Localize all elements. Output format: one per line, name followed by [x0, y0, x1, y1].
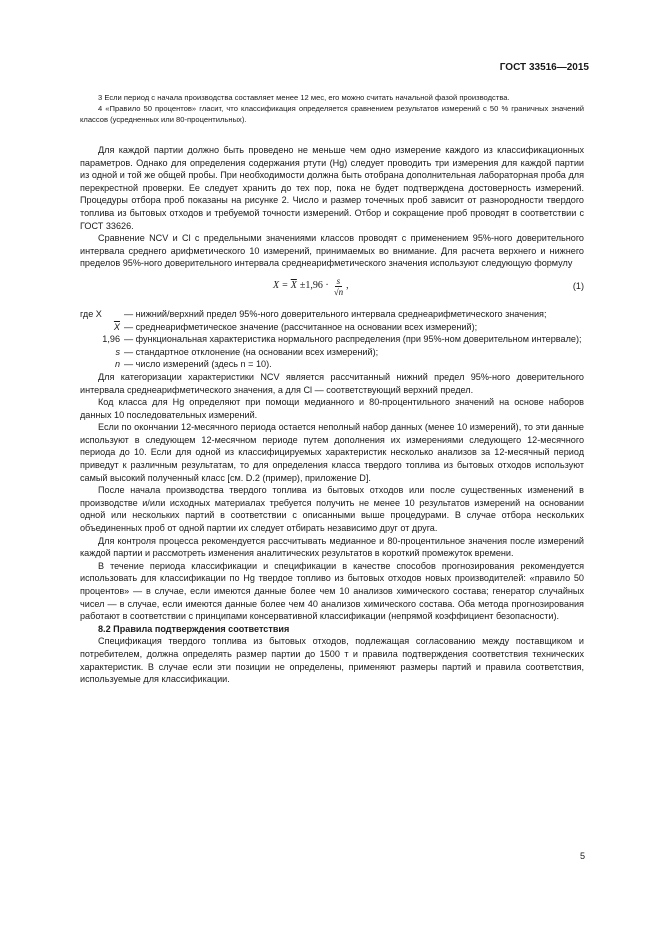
document-id-header: ГОСТ 33516—2015 [499, 62, 589, 73]
formula-denominator: √n [333, 286, 344, 297]
formula-numerator: s [336, 275, 341, 286]
definition-term: где X [80, 308, 102, 319]
main-text [80, 144, 584, 686]
formula-expression [273, 276, 349, 297]
definition-item [80, 346, 584, 359]
definition-desc: — функциональная характеристика нормального распределения (при 95%-ном доверительном интервале); [124, 334, 582, 345]
note-4: 4 «Правило 50 процентов» гласит, что классификация определяется сравнением результатов измерений с 50 % граничных значений классов (усредненных или 80-процентильных). [80, 104, 584, 124]
definition-desc: — число измерений (здесь n = 10). [124, 359, 272, 370]
definition-desc: — среднеарифметическое значение (рассчитанное на основании всех измерений); [124, 321, 478, 332]
paragraph: Для каждой партии должно быть проведено не меньше чем одно измерение каждого из классификационных параметров. Однако для определения содержания ртути (Hg) следует проводить три измерения для каждой партии из одной и той же общей пробы. При необходимости должна быть отобрана дополнительная лабораторная проба для перекрестной проверки. Ее следует хранить до тех пор, пока не будет подтверждена достоверность измерений. Процедуры отбора проб показаны на рисунке 2. Число и размер точечных проб зависит от разнородности твердого топлива из бытовых отходов и требуемой точности измерений. Отбор и сокращение проб проводят в соответствии с ГОСТ 33626. [80, 145, 584, 231]
formula-xbar: $\overline{X}$ [290, 280, 297, 292]
notes-block [80, 92, 584, 125]
formula-trail: , [346, 280, 349, 292]
definition-term: n [114, 359, 120, 370]
paragraph: Код класса для Hg определяют при помощи медианного и 80-процентильного значений на основе наборов данных 10 последовательных измерений. [80, 397, 584, 420]
paragraph: Сравнение NCV и Cl с предельными значениями классов проводят с применением 95%-ного доверительного интервала среднего арифметического 10 измерений, принимаемых во внимание. Для расчета верхнего и нижнего пределов 95%-ного доверительного интервала среднеарифметического значения используют следующую формулу [80, 233, 584, 269]
note-3: 3 Если период с начала производства составляет менее 12 мес, его можно считать начальной фазой производства. [98, 93, 510, 102]
definition-desc: — нижний/верхний предел 95%-ного доверительного интервала среднеарифметического значения; [124, 308, 547, 319]
definitions-list [80, 308, 584, 371]
formula-eq: = [282, 280, 288, 292]
definition-item [80, 358, 584, 371]
formula-lhs: X [273, 280, 280, 292]
definition-desc: — стандартное отклонение (на основании всех измерений); [124, 346, 379, 357]
definition-term: 1,96 [102, 334, 120, 345]
equation-number: (1) [572, 280, 584, 291]
paragraph: В течение периода классификации и спецификации в качестве способов прогнозирования рекомендуется использовать для классификации по Hg твердое топливо из бытовых отходов новых производителей: «правило 50 процентов» — в случае, если имеются данные более чем 10 анализов химического состава; генератор случайных чисел — в случае, если имеются данные более чем 40 анализов химического состава. Оба метода прогнозирования работают в соответствии с принципами консервативной классификации (непрямой коэффициент безопасности). [80, 560, 584, 622]
definition-term: s [115, 346, 120, 357]
definition-term: $\overline{X}$ [113, 321, 120, 332]
formula-fraction [334, 276, 343, 297]
definition-item [80, 333, 584, 346]
page-number: 5 [579, 851, 585, 861]
paragraph: Если по окончании 12-месячного периода остается неполный набор данных (менее 10 измерений), то эти данные используют в следующем 12-месячном периоде путем дополнения их измерениями следующего 12-месячного периода до 10. Если для одной из классифицируемых характеристик несколько анализов за 12-месячный период приведут к различным результатам, то для определения класса твердого топлива из бытовых отходов используют самый высокий полученный класс [см. D.2 (пример), приложение D]. [80, 422, 584, 483]
paragraph: Для контроля процесса рекомендуется рассчитывать медианное и 80-процентильное значения после измерений каждой партии и рассмотреть изменения аналитических результатов в короткий промежуток времени. [80, 535, 584, 559]
formula-pm: ±1,96 · [299, 280, 329, 292]
paragraph: После начала производства твердого топлива из бытовых отходов или после существенных изменений в производстве и/или исходных материалах требуется получить не менее 10 результатов измерений на основании одной или нескольких партий в соответствии с описанными выше процедурами. В случае отбора нескольких объединенных проб от одной партии их следует отбирать независимо друг от друга. [80, 485, 584, 534]
definition-item [80, 321, 584, 334]
formula-1 [80, 272, 584, 304]
definition-item [80, 308, 584, 321]
section-paragraph: Спецификация твердого топлива из бытовых отходов, подлежащая согласованию между поставщиком и потребителем, должна определять размер партии до 1500 т и правила подтверждения соответствия технических характеристик. В случае если эти позиции не определены, применяют размеры партий и правила соответствия, используемые для классификации. [80, 636, 584, 685]
paragraph: Для категоризации характеристики NCV является рассчитанный нижний предел 95%-ного доверительного интервала среднеарифметического значения, а для Cl — соответствующий верхний предел. [80, 371, 584, 395]
section-heading: 8.2 Правила подтверждения соответствия [98, 623, 290, 634]
